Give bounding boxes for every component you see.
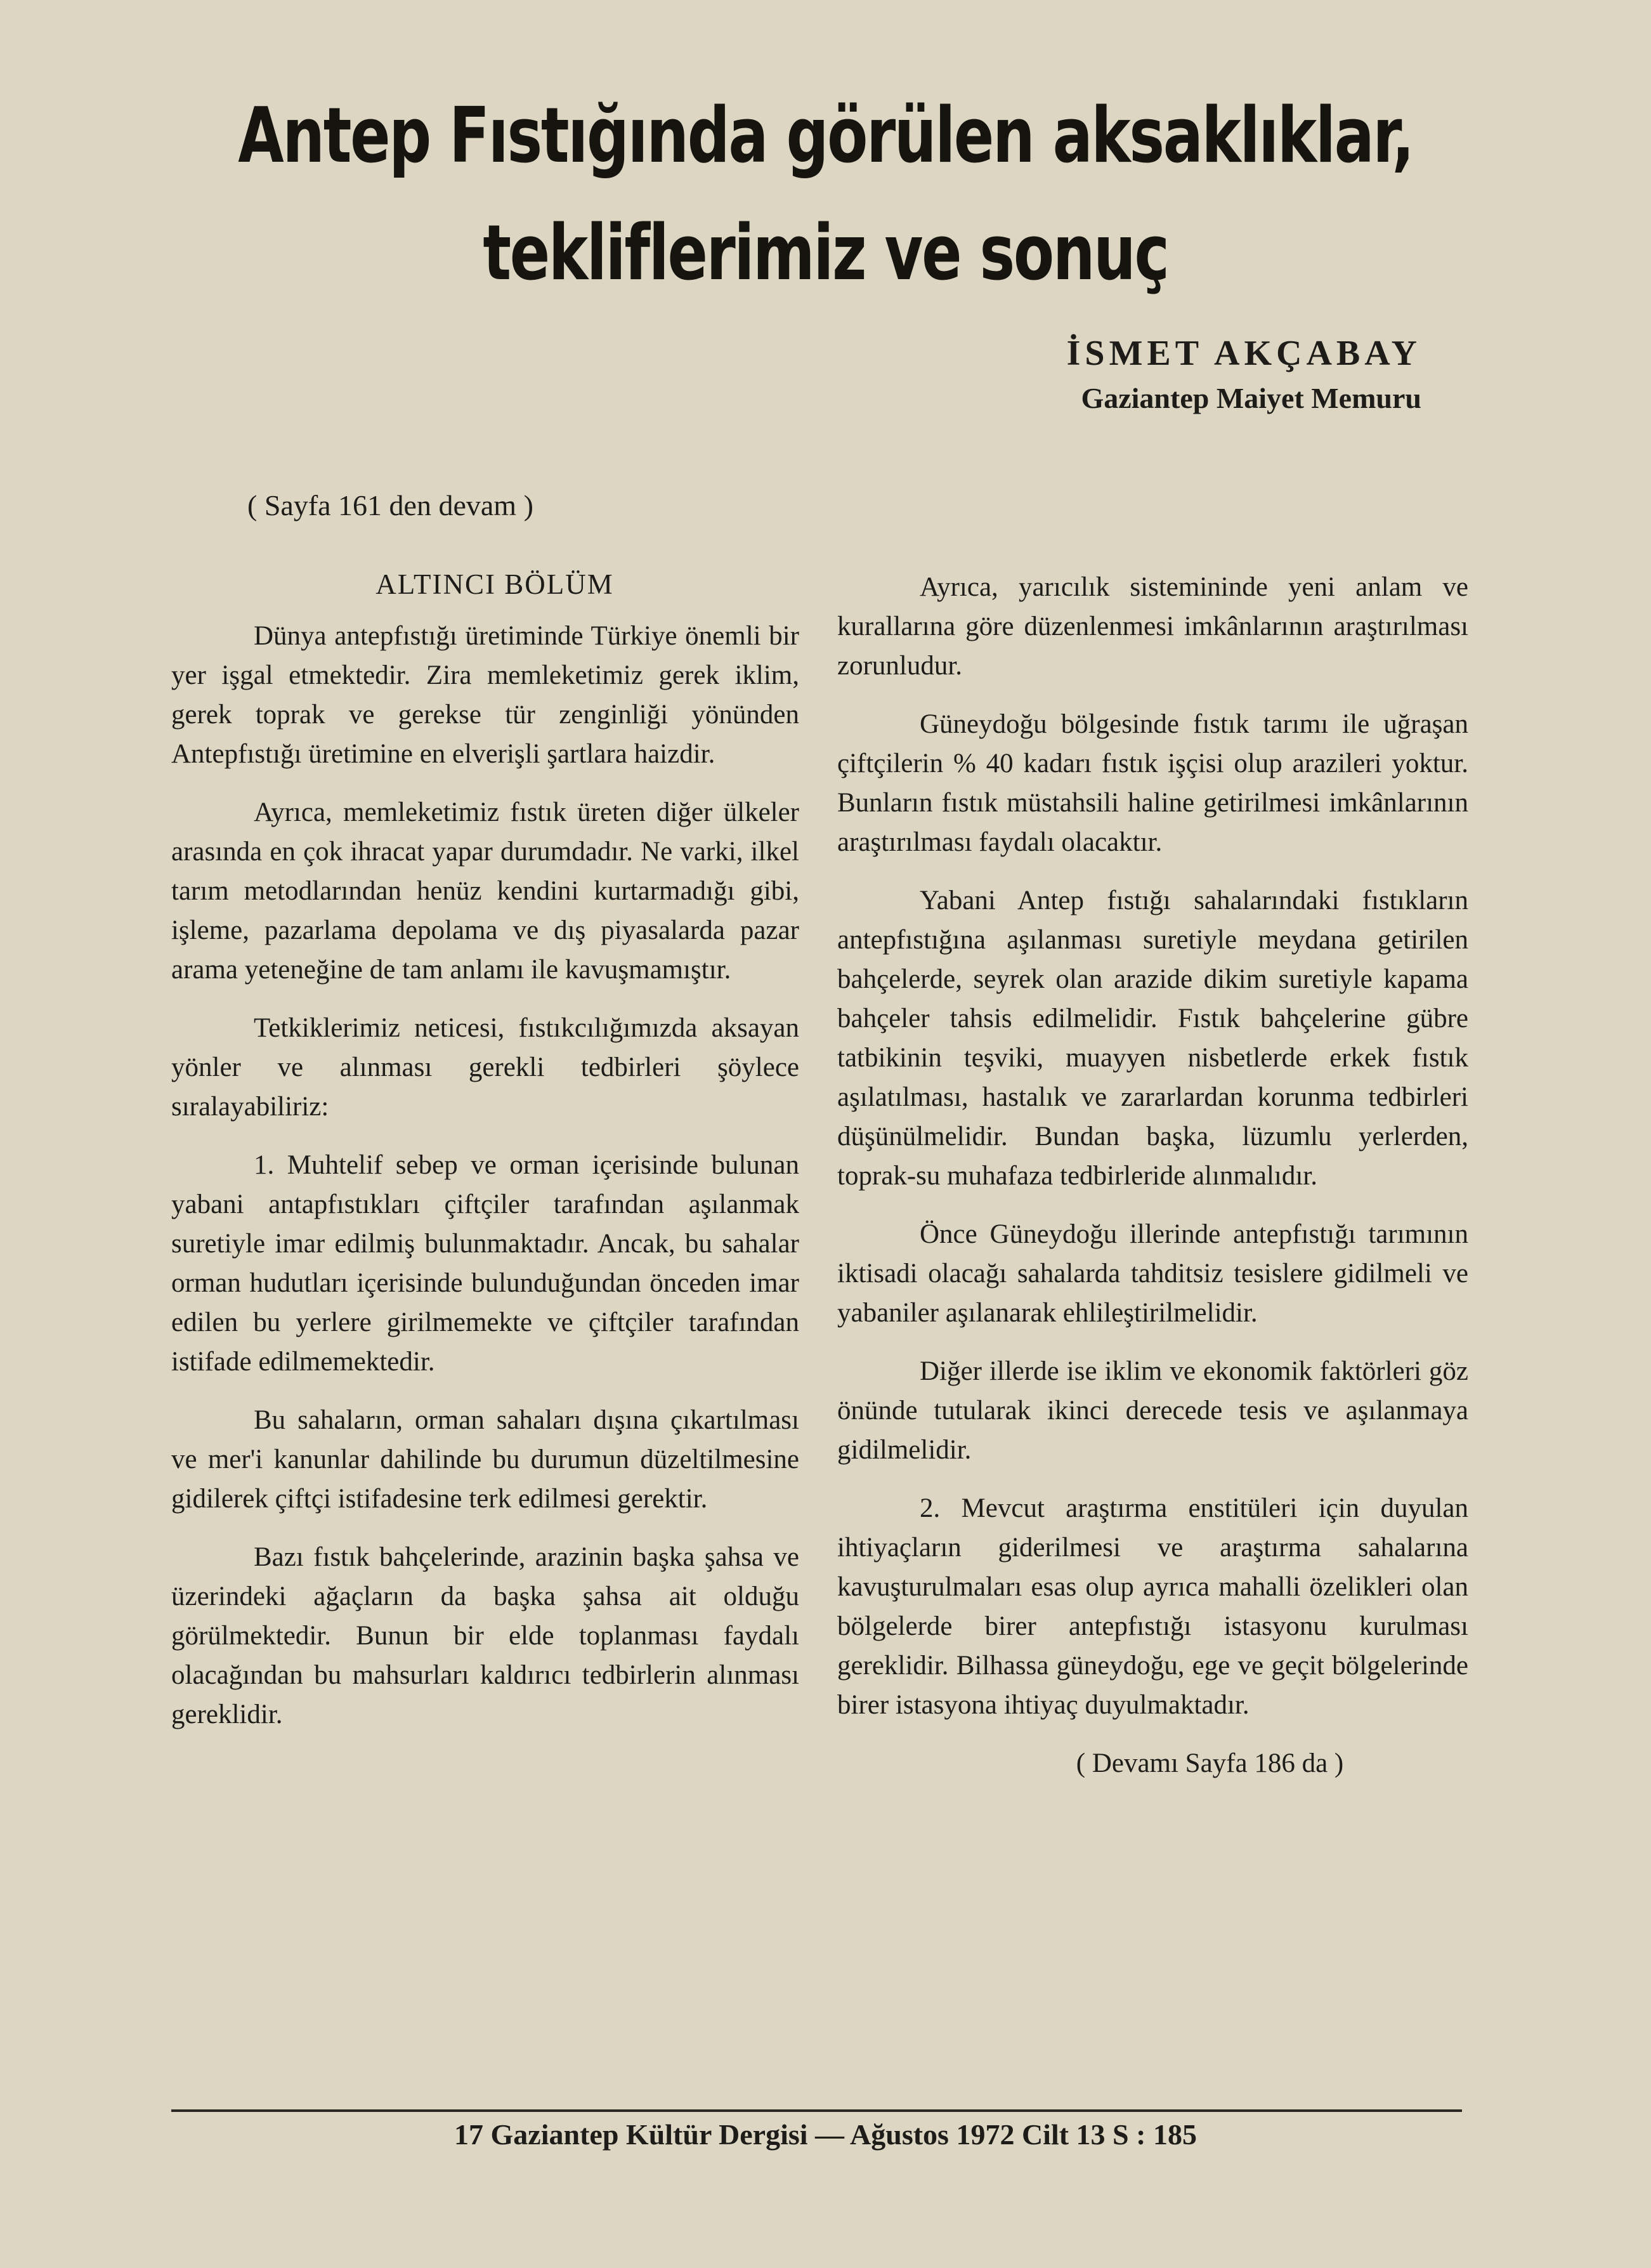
continued-from-note: ( Sayfa 161 den devam ): [247, 489, 533, 521]
article-title-line-1: Antep Fıstığında görülen aksaklıklar,: [238, 92, 1413, 180]
paragraph: 2. Mevcut araştırma enstitüleri için duyulan ihtiyaçların giderilmesi ve araştırma sahalarına kavuşturulmaları esas olup ayrıca mahalli özelikleri olan bölgelerde birer antepfıstığı istasyonu kurulması gereklidir. Bilhassa güneydoğu, ege ve geçit bölgelerinde birer istasyona ihtiyaç duyulmaktadır.: [837, 1493, 1468, 1720]
paragraph: Önce Güneydoğu illerinde antepfıstığı tarımının iktisadi olacağı sahalarda tahditsiz tesislere gidilmeli ve yabaniler aşılanarak ehlileştirilmelidir.: [837, 1219, 1468, 1328]
article-title-line-2: tekliflerimiz ve sonuç: [483, 209, 1168, 298]
continued-to-note: ( Devamı Sayfa 186 da ): [1076, 1748, 1344, 1778]
paragraph: Dünya antepfıstığı üretiminde Türkiye önemli bir yer işgal etmektedir. Zira memleketimiz gerek iklim, gerek toprak ve gerekse tür zenginliği yönünden Antepfıstığı üretimine en elverişli şartlara haizdir.: [171, 621, 799, 769]
author-name: İSMET AKÇABAY: [1066, 334, 1421, 373]
left-column: [171, 565, 799, 1753]
paragraph: Diğer illerde ise iklim ve ekonomik faktörleri göz önünde tutularak ikinci derecede tesis ve aşılanmaya gidilmelidir.: [837, 1356, 1468, 1465]
footer-rule: [171, 2109, 1462, 2112]
paragraph: Bazı fıstık bahçelerinde, arazinin başka şahsa ve üzerindeki ağaçların da başka şahsa ait olduğu görülmektedir. Bunun bir elde toplanması faydalı olacağından bu mahsurları kaldırıcı tedbirlerin alınması gereklidir.: [171, 1542, 799, 1729]
paragraph: Bu sahaların, orman sahaları dışına çıkartılması ve mer'i kanunlar dahilinde bu durumun düzeltilmesine gidilerek çiftçi istifadesine terk edilmesi gerektir.: [171, 1405, 799, 1514]
paragraph: Ayrıca, yarıcılık sistemininde yeni anlam ve kurallarına göre düzenlenmesi imkânlarının araştırılması zorunludur.: [837, 572, 1468, 681]
author-block: [1067, 333, 1421, 415]
paragraph: 1. Muhtelif sebep ve orman içerisinde bulunan yabani antapfıstıkları çiftçiler tarafından aşılanmak suretiyle imar edilmiş bulunmaktadır. Ancak, bu sahalar orman hudutları içerisinde bulunduğundan önceden imar edilen bu yerlere girilmemekte ve çiftçiler tarafından istifade edilmemektedir.: [171, 1150, 799, 1377]
paragraph: Ayrıca, memleketimiz fıstık üreten diğer ülkeler arasında en çok ihracat yapar durumdadır. Ne varki, ilkel tarım metodlarından henüz kendini kurtarmadığı gibi, işleme, pazarlama depolama ve dış piyasalarda pazar arama yeteneğine de tam anlamı ile kavuşmamıştır.: [171, 797, 799, 985]
section-heading: ALTINCI BÖLÜM: [375, 568, 614, 600]
author-role: Gaziantep Maiyet Memuru: [1081, 382, 1421, 414]
right-column: [837, 568, 1468, 1802]
paragraph: Tetkiklerimiz neticesi, fıstıkcılığımızda aksayan yönler ve alınması gerekli tedbirleri şöylece sıralayabiliriz:: [171, 1013, 799, 1122]
paragraph: Güneydoğu bölgesinde fıstık tarımı ile uğraşan çiftçilerin % 40 kadarı fıstık işçisi olup arazileri yoktur. Bunların fıstık müstahsili haline getirilmesi imkânlarının araştırılması faydalı olacaktır.: [837, 709, 1468, 857]
paragraph: Yabani Antep fıstığı sahalarındaki fıstıkların antepfıstığına aşılanması suretiyle meydana getirilen bahçelerde, seyrek olan arazide dikim suretiyle kapama bahçeler tahsis edilmelidir. Fıstık bahçelerine gübre tatbikinin teşviki, muayyen nisbetlerde erkek fıstık aşılatılması, hastalık ve zararlardan korunma tedbirleri düşünülmelidir. Bundan başka, lüzumlu yerlerden, toprak-su muhafaza tedbirleride alınmalıdır.: [837, 886, 1468, 1191]
page-footer: 17 Gaziantep Kültür Dergisi — Ağustos 1972 Cilt 13 S : 185: [454, 2118, 1197, 2151]
